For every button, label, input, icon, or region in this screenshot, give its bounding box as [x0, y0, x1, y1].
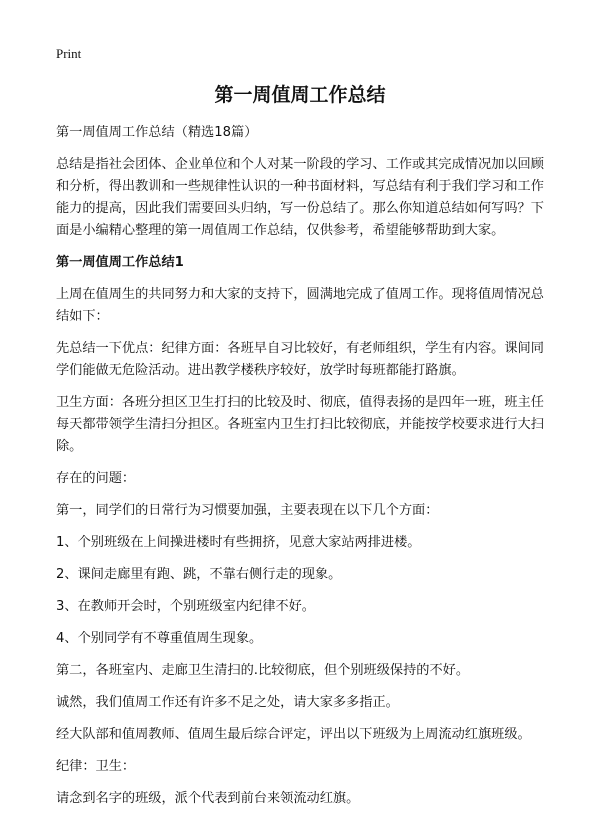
list-item: 2、课间走廊里有跑、跳，不靠右侧行走的现象。	[56, 567, 342, 582]
print-link[interactable]: Print	[56, 46, 82, 61]
body-paragraph: 先总结一下优点：纪律方面：各班早自习比较好，有老师组织，学生有内容。课间同学们能做无危险活动。进出教学楼秩序较好，放学时每班都能打路旗。	[56, 341, 544, 378]
document-body	[56, 122, 552, 820]
body-paragraph: 请念到名字的班级，派个代表到前台来领流动红旗。	[56, 791, 360, 806]
body-paragraph: 诚然，我们值周工作还有许多不足之处，请大家多多指正。	[56, 695, 399, 710]
body-paragraph: 经大队部和值周教师、值周生最后综合评定，评出以下班级为上周流动红旗班级。	[56, 727, 531, 742]
body-paragraph: 卫生方面：各班分担区卫生打扫的比较及时、彻底，值得表扬的是四年一班，班主任每天都带领学生清扫分担区。各班室内卫生打扫比较彻底，并能按学校要求进行大扫除。	[56, 395, 544, 454]
body-paragraph: 第二，各班室内、走廊卫生清扫的.比较彻底，但个别班级保持的不好。	[56, 663, 470, 678]
body-paragraph: 第一，同学们的日常行为习惯要加强，主要表现在以下几个方面：	[56, 503, 439, 518]
intro-paragraph: 总结是指社会团体、企业单位和个人对某一阶段的学习、工作或其完成情况加以回顾和分析，得出教训和一些规律性认识的一种书面材料，写总结有利于我们学习和工作能力的提高，因此我们需要回头归纳，写一份总结了。那么你知道总结如何写吗？下面是小编精心整理的第一周值周工作总结，仅供参考，希望能够帮助到大家。	[56, 157, 544, 238]
page-title: 第一周值周工作总结	[214, 84, 386, 106]
list-item: 4、个别同学有不尊重值周生现象。	[56, 631, 263, 646]
body-paragraph: 纪律：卫生：	[56, 759, 136, 774]
section-heading: 第一周值周工作总结1	[56, 255, 184, 270]
list-item: 1、个别班级在上间操进楼时有些拥挤，见意大家站两排进楼。	[56, 535, 421, 550]
body-paragraph: 上周在值周生的共同努力和大家的支持下，圆满地完成了值周工作。现将值周情况总结如下：	[56, 287, 544, 324]
document-subtitle: 第一周值周工作总结（精选18篇）	[56, 125, 258, 140]
list-item: 3、在教师开会时，个别班级室内纪律不好。	[56, 599, 315, 614]
body-paragraph: 存在的问题：	[56, 471, 136, 486]
